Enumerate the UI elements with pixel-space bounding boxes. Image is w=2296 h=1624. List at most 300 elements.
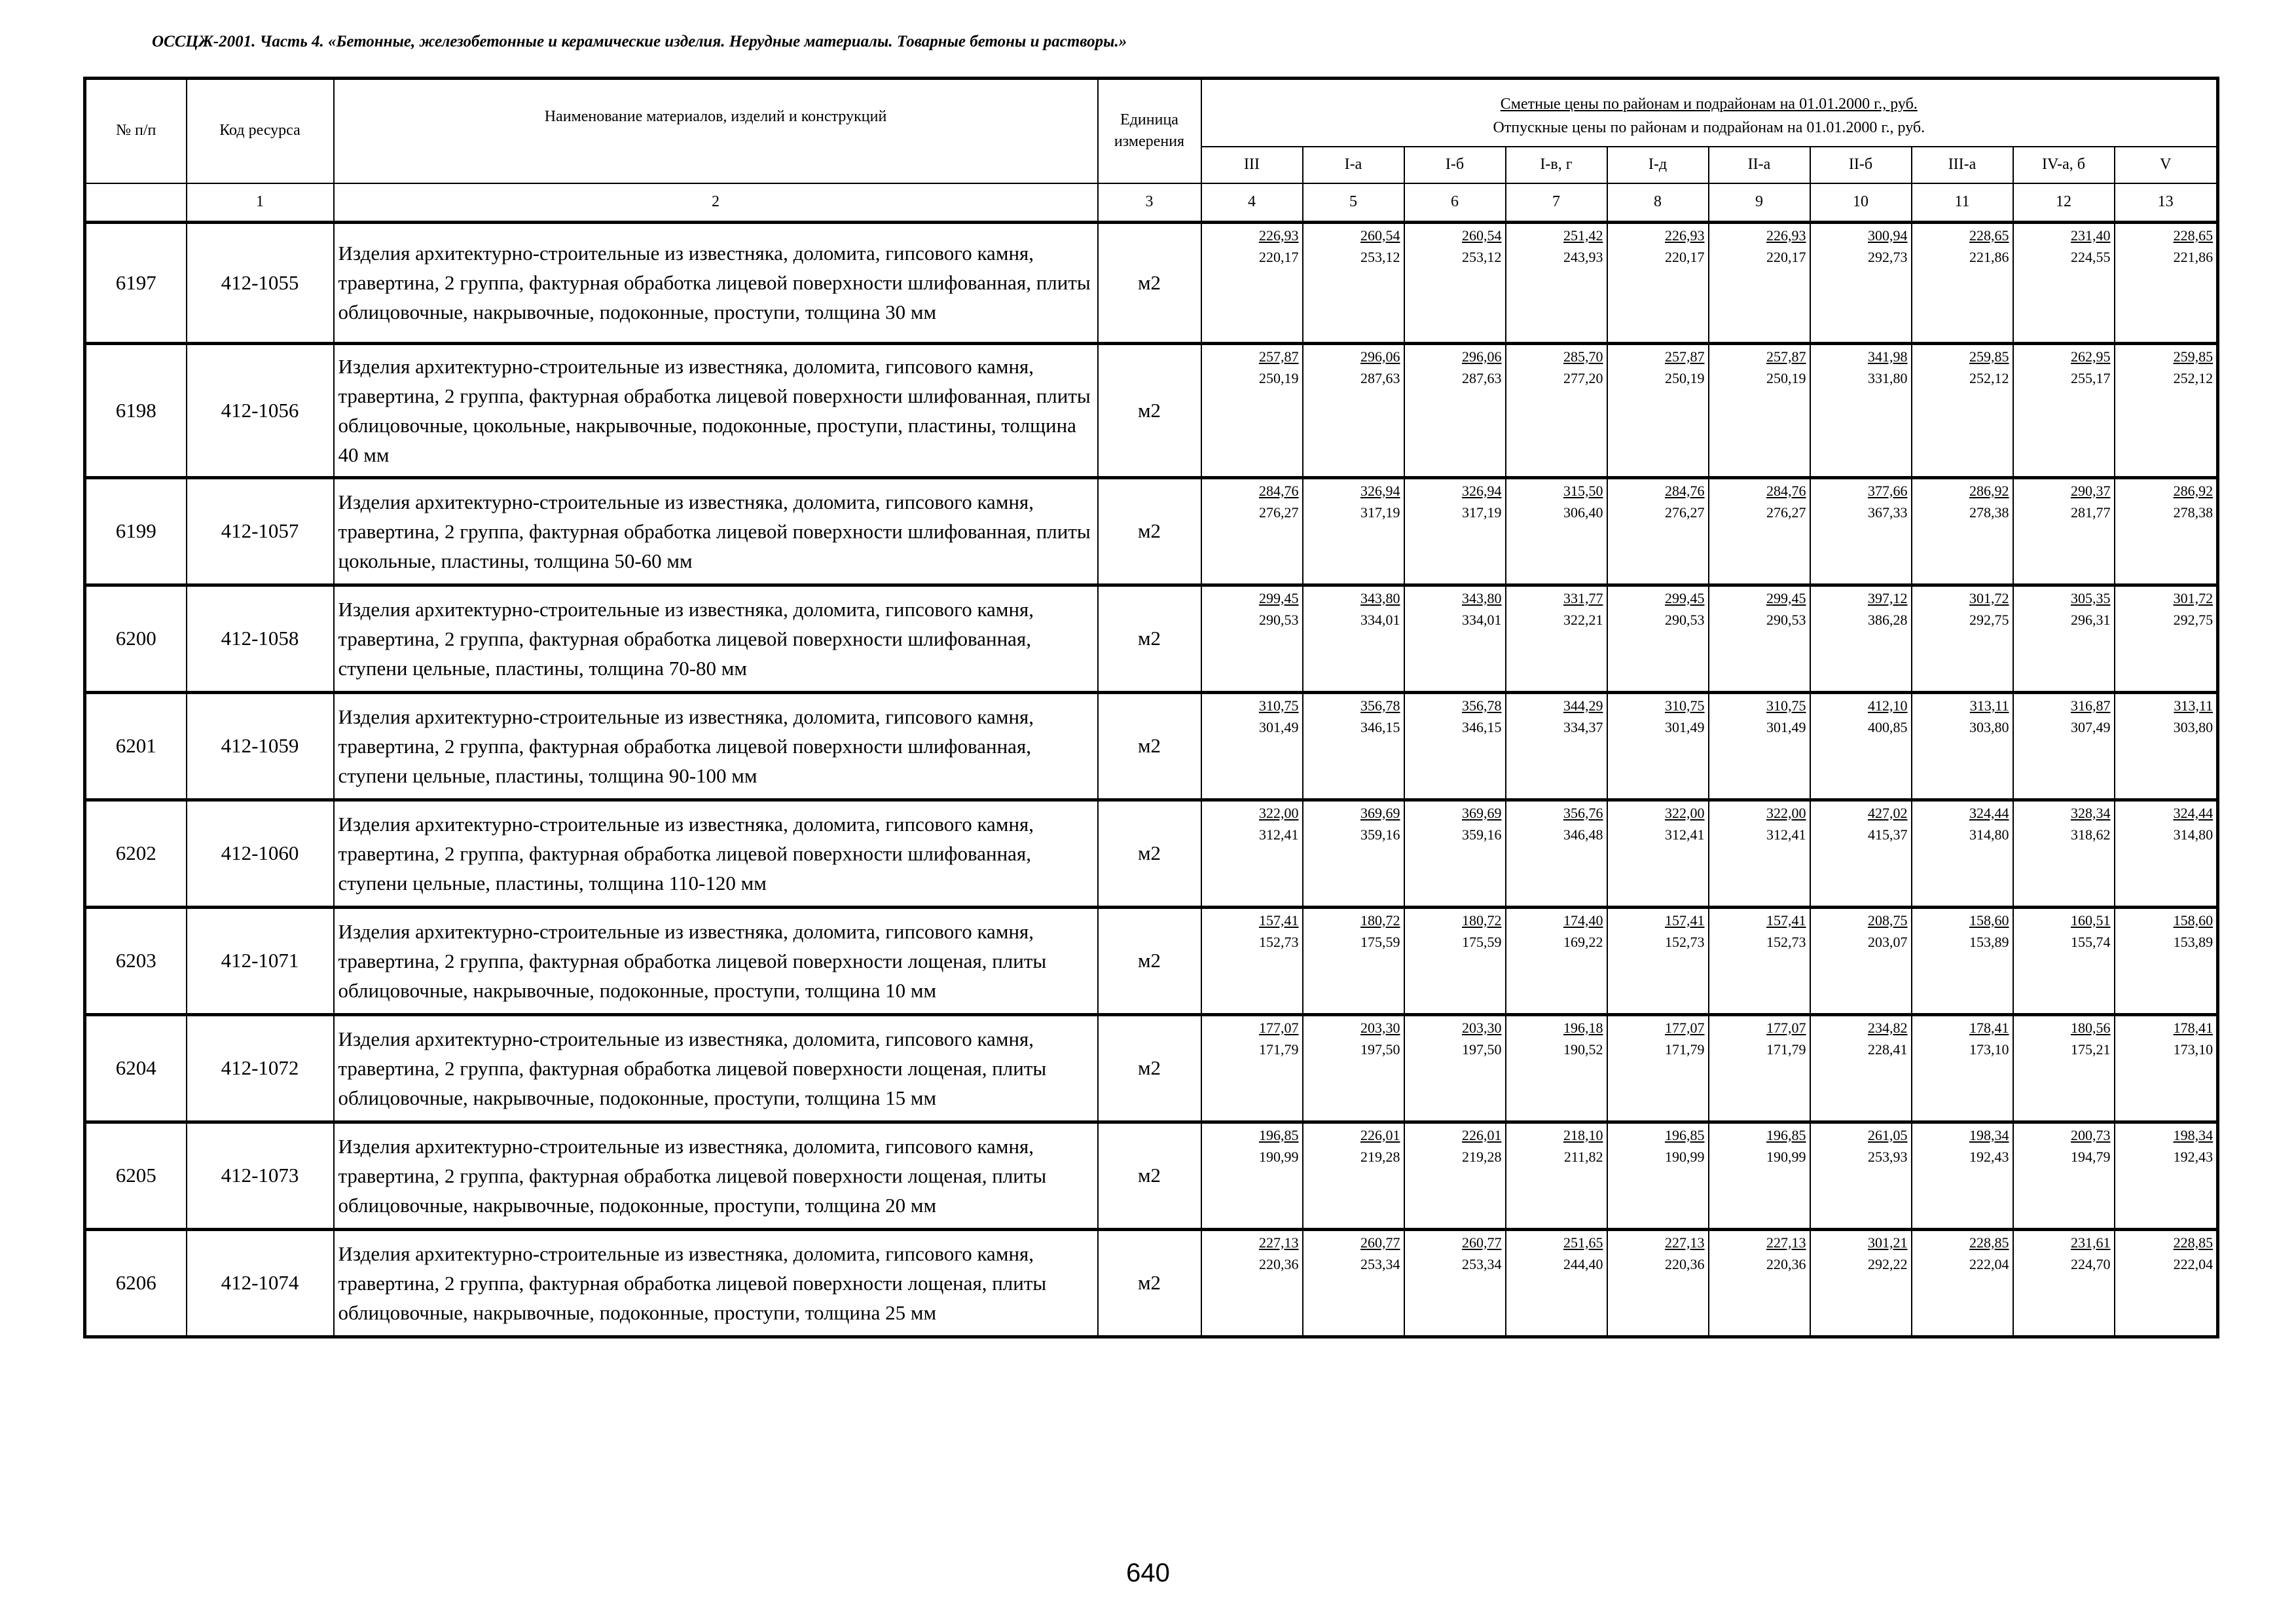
estimate-price: 260,77 [1462,1234,1502,1251]
resource-code: 412-1072 [187,1014,334,1122]
price-cell [1201,800,1303,907]
unit-of-measure: м2 [1098,343,1201,477]
release-price: 276,27 [1259,504,1299,521]
estimate-price: 257,87 [1259,348,1299,365]
price-cell [2013,477,2115,585]
estimate-price: 198,34 [2173,1126,2214,1143]
estimate-price: 397,12 [1868,589,1908,606]
resource-code: 412-1073 [187,1122,334,1229]
price-cell [1810,800,1912,907]
estimate-price: 322,00 [1766,804,1806,821]
column-number: 6 [1404,183,1506,223]
release-price: 244,40 [1563,1255,1603,1272]
estimate-price: 310,75 [1665,697,1705,714]
price-cell [1303,1229,1404,1337]
release-price: 253,93 [1868,1148,1908,1165]
release-price: 190,99 [1665,1148,1705,1165]
release-price: 175,59 [1360,933,1400,950]
release-price: 346,15 [1462,718,1502,735]
price-cell [1303,907,1404,1014]
resource-code: 412-1055 [187,222,334,343]
release-price: 314,80 [2173,826,2214,843]
estimate-price: 251,65 [1563,1234,1603,1251]
price-cell [1404,343,1506,477]
price-cell [1506,1229,1607,1337]
release-price: 228,41 [1868,1041,1908,1058]
price-cell [2115,692,2218,800]
release-price: 220,17 [1259,248,1299,265]
header-unit: Единица измерения [1098,79,1201,183]
release-price: 253,34 [1462,1255,1502,1272]
estimate-price: 259,85 [2173,348,2214,365]
column-number: 10 [1810,183,1912,223]
estimate-price: 158,60 [2173,912,2214,929]
price-cell [1201,1014,1303,1122]
column-number: 3 [1098,183,1201,223]
release-price: 190,52 [1563,1041,1603,1058]
price-cell [1607,1229,1709,1337]
row-number: 6200 [85,585,187,692]
price-cell [1810,1014,1912,1122]
release-price: 152,73 [1259,933,1299,950]
price-cell [2013,800,2115,907]
estimate-price: 157,41 [1766,912,1806,929]
estimate-price: 259,85 [1969,348,2009,365]
table-row [85,1014,2218,1122]
estimate-price: 290,37 [2071,482,2111,499]
estimate-price: 203,30 [1462,1019,1502,1036]
resource-code: 412-1074 [187,1229,334,1337]
estimate-price: 234,82 [1868,1019,1908,1036]
material-name: Изделия архитектурно-строительные из известняка, доломита, гипсового камня, травертина, 2 группа, фактурная обработка лицевой поверхности шлифованная, плиты облицовочные, накрывочные, подоконные, проступи, толщина 30 мм [334,222,1098,343]
release-price: 192,43 [1969,1148,2009,1165]
release-price: 287,63 [1462,369,1502,386]
release-price: 252,12 [1969,369,2009,386]
release-price: 224,70 [2071,1255,2111,1272]
material-name: Изделия архитектурно-строительные из известняка, доломита, гипсового камня, травертина, 2 группа, фактурная обработка лицевой поверхности лощеная, плиты облицовочные, накрывочные, подоконные, проступи, толщина 15 мм [334,1014,1098,1122]
price-cell [1810,1122,1912,1229]
release-price: 415,37 [1868,826,1908,843]
region-header: I-а [1303,147,1404,183]
estimate-price: 299,45 [1259,589,1299,606]
resource-code: 412-1060 [187,800,334,907]
release-price: 334,01 [1360,611,1400,628]
price-cell [1506,1122,1607,1229]
region-header: II-а [1709,147,1810,183]
price-cell [1607,1014,1709,1122]
price-cell [1404,1229,1506,1337]
estimate-price: 226,93 [1665,227,1705,244]
unit-of-measure: м2 [1098,222,1201,343]
release-price: 312,41 [1665,826,1705,843]
price-cell [1506,1014,1607,1122]
price-cell [1709,1229,1810,1337]
row-number: 6198 [85,343,187,477]
price-cell [1303,343,1404,477]
price-cell [2013,1014,2115,1122]
price-cell [1912,1122,2013,1229]
estimate-price: 356,76 [1563,804,1603,821]
release-price: 317,19 [1360,504,1400,521]
estimate-price: 286,92 [1969,482,2009,499]
estimate-price: 177,07 [1259,1019,1299,1036]
material-name: Изделия архитектурно-строительные из известняка, доломита, гипсового камня, травертина, 2 группа, фактурная обработка лицевой поверхности шлифованная, ступени цельные, пластины, толщина 70-80 мм [334,585,1098,692]
estimate-price: 286,92 [2173,482,2214,499]
price-cell [1303,477,1404,585]
table-row [85,343,2218,477]
price-cell [1303,1122,1404,1229]
estimate-price: 285,70 [1563,348,1603,365]
price-cell [1810,343,1912,477]
release-price: 173,10 [2173,1041,2214,1058]
region-header: I-б [1404,147,1506,183]
header-no: № п/п [85,79,187,183]
price-cell [1404,692,1506,800]
estimate-price: 228,85 [1969,1234,2009,1251]
price-cell [2115,343,2218,477]
estimate-price: 313,11 [2174,697,2214,714]
column-number: 13 [2115,183,2218,223]
price-cell [1810,1229,1912,1337]
price-cell [2115,800,2218,907]
price-cell [2013,585,2115,692]
price-cell [2013,222,2115,343]
estimate-price: 177,07 [1665,1019,1705,1036]
release-price: 314,80 [1969,826,2009,843]
estimate-price: 377,66 [1868,482,1908,499]
release-price: 400,85 [1868,718,1908,735]
region-header: III-а [1912,147,2013,183]
resource-code: 412-1071 [187,907,334,1014]
row-number: 6199 [85,477,187,585]
estimate-price: 196,85 [1665,1126,1705,1143]
price-cell [1607,222,1709,343]
estimate-price: 218,10 [1563,1126,1603,1143]
price-cell [2115,1014,2218,1122]
release-price: 307,49 [2071,718,2111,735]
price-cell [2013,1229,2115,1337]
price-cell [2115,907,2218,1014]
release-price: 194,79 [2071,1148,2111,1165]
estimate-price: 322,00 [1665,804,1705,821]
estimate-price: 226,01 [1462,1126,1502,1143]
release-price: 220,36 [1766,1255,1806,1272]
estimate-price: 328,34 [2071,804,2111,821]
header-estimate-prices: Сметные цены по районам и подрайонам на 01.01.2000 г., руб. [1500,96,1918,113]
price-cell [1506,477,1607,585]
estimate-price: 196,18 [1563,1019,1603,1036]
price-cell [1810,477,1912,585]
estimate-price: 296,06 [1360,348,1400,365]
price-cell [2115,1229,2218,1337]
release-price: 292,75 [2173,611,2214,628]
price-cell [1709,907,1810,1014]
estimate-price: 260,77 [1360,1234,1400,1251]
column-number: 5 [1303,183,1404,223]
estimate-price: 180,72 [1360,912,1400,929]
price-cell [1709,343,1810,477]
document-header: ОССЦЖ-2001. Часть 4. «Бетонные, железобетонные и керамические изделия. Нерудные материалы. Товарные бетоны и растворы.» [152,33,1127,50]
release-price: 243,93 [1563,248,1603,265]
column-number: 12 [2013,183,2115,223]
table-row [85,585,2218,692]
price-cell [1201,1229,1303,1337]
price-table [83,77,2219,1338]
estimate-price: 310,75 [1259,697,1299,714]
release-price: 359,16 [1360,826,1400,843]
unit-of-measure: м2 [1098,585,1201,692]
release-price: 346,48 [1563,826,1603,843]
release-price: 175,59 [1462,933,1502,950]
release-price: 306,40 [1563,504,1603,521]
material-name: Изделия архитектурно-строительные из известняка, доломита, гипсового камня, травертина, 2 группа, фактурная обработка лицевой поверхности лощеная, плиты облицовочные, накрывочные, подоконные, проступи, толщина 10 мм [334,907,1098,1014]
price-cell [1506,907,1607,1014]
header-release-prices: Отпускные цены по районам и подрайонам на 01.01.2000 г., руб. [1493,119,1925,137]
release-price: 197,50 [1462,1041,1502,1058]
price-cell [1709,222,1810,343]
release-price: 290,53 [1259,611,1299,628]
release-price: 224,55 [2071,248,2111,265]
column-number: 4 [1201,183,1303,223]
estimate-price: 208,75 [1868,912,1908,929]
price-cell [1404,222,1506,343]
estimate-price: 228,85 [2173,1234,2214,1251]
estimate-price: 260,54 [1360,227,1400,244]
region-header: II-б [1810,147,1912,183]
material-name: Изделия архитектурно-строительные из известняка, доломита, гипсового камня, травертина, 2 группа, фактурная обработка лицевой поверхности лощеная, плиты облицовочные, накрывочные, подоконные, проступи, толщина 20 мм [334,1122,1098,1229]
price-cell [1506,222,1607,343]
price-cell [1303,1014,1404,1122]
price-cell [1810,585,1912,692]
table-row [85,907,2218,1014]
price-cell [2115,477,2218,585]
price-cell [1607,692,1709,800]
release-price: 250,19 [1259,369,1299,386]
estimate-price: 412,10 [1868,697,1908,714]
estimate-price: 356,78 [1360,697,1400,714]
row-number: 6202 [85,800,187,907]
release-price: 155,74 [2071,933,2111,950]
estimate-price: 284,76 [1259,482,1299,499]
price-cell [2115,222,2218,343]
release-price: 318,62 [2071,826,2111,843]
release-price: 317,19 [1462,504,1502,521]
estimate-price: 157,41 [1665,912,1705,929]
release-price: 220,17 [1665,248,1705,265]
release-price: 277,20 [1563,369,1603,386]
estimate-price: 231,61 [2071,1234,2111,1251]
release-price: 219,28 [1360,1148,1400,1165]
estimate-price: 226,93 [1259,227,1299,244]
release-price: 296,31 [2071,611,2111,628]
release-price: 153,89 [2173,933,2214,950]
release-price: 334,37 [1563,718,1603,735]
price-cell [1506,692,1607,800]
release-price: 220,36 [1259,1255,1299,1272]
release-price: 303,80 [1969,718,2009,735]
price-cell [2013,692,2115,800]
estimate-price: 196,85 [1259,1126,1299,1143]
estimate-price: 180,72 [1462,912,1502,929]
release-price: 359,16 [1462,826,1502,843]
price-cell [1709,1122,1810,1229]
estimate-price: 226,93 [1766,227,1806,244]
release-price: 301,49 [1665,718,1705,735]
release-price: 250,19 [1665,369,1705,386]
price-cell [1607,1122,1709,1229]
release-price: 253,12 [1360,248,1400,265]
table-row [85,1122,2218,1229]
column-number: 2 [334,183,1098,223]
price-cell [1607,477,1709,585]
header-price-title [1201,79,2218,147]
release-price: 222,04 [2173,1255,2214,1272]
column-number: 8 [1607,183,1709,223]
estimate-price: 322,00 [1259,804,1299,821]
row-number: 6204 [85,1014,187,1122]
release-price: 322,21 [1563,611,1603,628]
release-price: 252,12 [2173,369,2214,386]
estimate-price: 316,87 [2071,697,2111,714]
price-cell [1709,800,1810,907]
estimate-price: 158,60 [1969,912,2009,929]
price-cell [1912,1014,2013,1122]
region-header: IV-а, б [2013,147,2115,183]
price-cell [1912,1229,2013,1337]
material-name: Изделия архитектурно-строительные из известняка, доломита, гипсового камня, травертина, 2 группа, фактурная обработка лицевой поверхности шлифованная, ступени цельные, пластины, толщина 90-100 мм [334,692,1098,800]
price-cell [1404,477,1506,585]
estimate-price: 341,98 [1868,348,1908,365]
header-code: Код ресурса [187,79,334,183]
estimate-price: 315,50 [1563,482,1603,499]
row-number: 6205 [85,1122,187,1229]
material-name: Изделия архитектурно-строительные из известняка, доломита, гипсового камня, травертина, 2 группа, фактурная обработка лицевой поверхности шлифованная, ступени цельные, пластины, толщина 110-120 мм [334,800,1098,907]
estimate-price: 200,73 [2071,1126,2111,1143]
price-cell [1506,585,1607,692]
release-price: 152,73 [1665,933,1705,950]
release-price: 278,38 [1969,504,2009,521]
release-price: 203,07 [1868,933,1908,950]
estimate-price: 305,35 [2071,589,2111,606]
release-price: 281,77 [2071,504,2111,521]
price-cell [1607,907,1709,1014]
release-price: 331,80 [1868,369,1908,386]
unit-of-measure: м2 [1098,1122,1201,1229]
release-price: 253,34 [1360,1255,1400,1272]
price-cell [1709,585,1810,692]
estimate-price: 262,95 [2071,348,2111,365]
release-price: 173,10 [1969,1041,2009,1058]
estimate-price: 313,11 [1969,697,2009,714]
release-price: 221,86 [1969,248,2009,265]
price-cell [1404,907,1506,1014]
estimate-price: 261,05 [1868,1126,1908,1143]
price-cell [1912,585,2013,692]
header-name: Наименование материалов, изделий и конструкций [334,79,1098,183]
price-cell [1404,1014,1506,1122]
price-cell [1303,800,1404,907]
release-price: 367,33 [1868,504,1908,521]
price-cell [1709,692,1810,800]
release-price: 292,73 [1868,248,1908,265]
estimate-price: 180,56 [2071,1019,2111,1036]
unit-of-measure: м2 [1098,692,1201,800]
resource-code: 412-1059 [187,692,334,800]
estimate-price: 226,01 [1360,1126,1400,1143]
row-number: 6197 [85,222,187,343]
price-cell [2013,1122,2115,1229]
price-cell [1506,800,1607,907]
estimate-price: 301,72 [2173,589,2214,606]
column-number-empty [85,183,187,223]
price-cell [1201,343,1303,477]
release-price: 222,04 [1969,1255,2009,1272]
release-price: 221,86 [2173,248,2214,265]
table-row [85,692,2218,800]
price-cell [1303,692,1404,800]
release-price: 211,82 [1563,1148,1603,1165]
estimate-price: 198,34 [1969,1126,2009,1143]
estimate-price: 284,76 [1665,482,1705,499]
estimate-price: 257,87 [1766,348,1806,365]
estimate-price: 227,13 [1766,1234,1806,1251]
release-price: 278,38 [2173,504,2214,521]
price-cell [1912,343,2013,477]
material-name: Изделия архитектурно-строительные из известняка, доломита, гипсового камня, травертина, 2 группа, фактурная обработка лицевой поверхности шлифованная, плиты облицовочные, цокольные, накрывочные, подоконные, проступи, пластины, толщина 40 мм [334,343,1098,477]
estimate-price: 344,29 [1563,697,1603,714]
release-price: 276,27 [1766,504,1806,521]
resource-code: 412-1056 [187,343,334,477]
estimate-price: 284,76 [1766,482,1806,499]
material-name: Изделия архитектурно-строительные из известняка, доломита, гипсового камня, травертина, 2 группа, фактурная обработка лицевой поверхности шлифованная, плиты цокольные, пластины, толщина 50-60 мм [334,477,1098,585]
release-price: 171,79 [1665,1041,1705,1058]
estimate-price: 300,94 [1868,227,1908,244]
estimate-price: 326,94 [1462,482,1502,499]
row-number: 6203 [85,907,187,1014]
release-price: 301,49 [1766,718,1806,735]
price-cell [1912,692,2013,800]
release-price: 292,75 [1969,611,2009,628]
price-cell [1201,477,1303,585]
release-price: 220,17 [1766,248,1806,265]
table-row [85,800,2218,907]
release-price: 255,17 [2071,369,2111,386]
price-cell [1810,692,1912,800]
estimate-price: 356,78 [1462,697,1502,714]
material-name: Изделия архитектурно-строительные из известняка, доломита, гипсового камня, травертина, 2 группа, фактурная обработка лицевой поверхности лощеная, плиты облицовочные, накрывочные, подоконные, проступи, толщина 25 мм [334,1229,1098,1337]
release-price: 175,21 [2071,1041,2111,1058]
release-price: 152,73 [1766,933,1806,950]
estimate-price: 228,65 [1969,227,2009,244]
release-price: 250,19 [1766,369,1806,386]
row-number: 6201 [85,692,187,800]
price-cell [1607,800,1709,907]
release-price: 287,63 [1360,369,1400,386]
region-header: I-в, г [1506,147,1607,183]
estimate-price: 227,13 [1665,1234,1705,1251]
price-cell [1912,907,2013,1014]
estimate-price: 326,94 [1360,482,1400,499]
column-number: 9 [1709,183,1810,223]
price-cell [1912,222,2013,343]
estimate-price: 343,80 [1462,589,1502,606]
estimate-price: 203,30 [1360,1019,1400,1036]
price-cell [2013,343,2115,477]
price-cell [1912,477,2013,585]
price-cell [1404,1122,1506,1229]
column-number: 11 [1912,183,2013,223]
price-cell [1506,343,1607,477]
